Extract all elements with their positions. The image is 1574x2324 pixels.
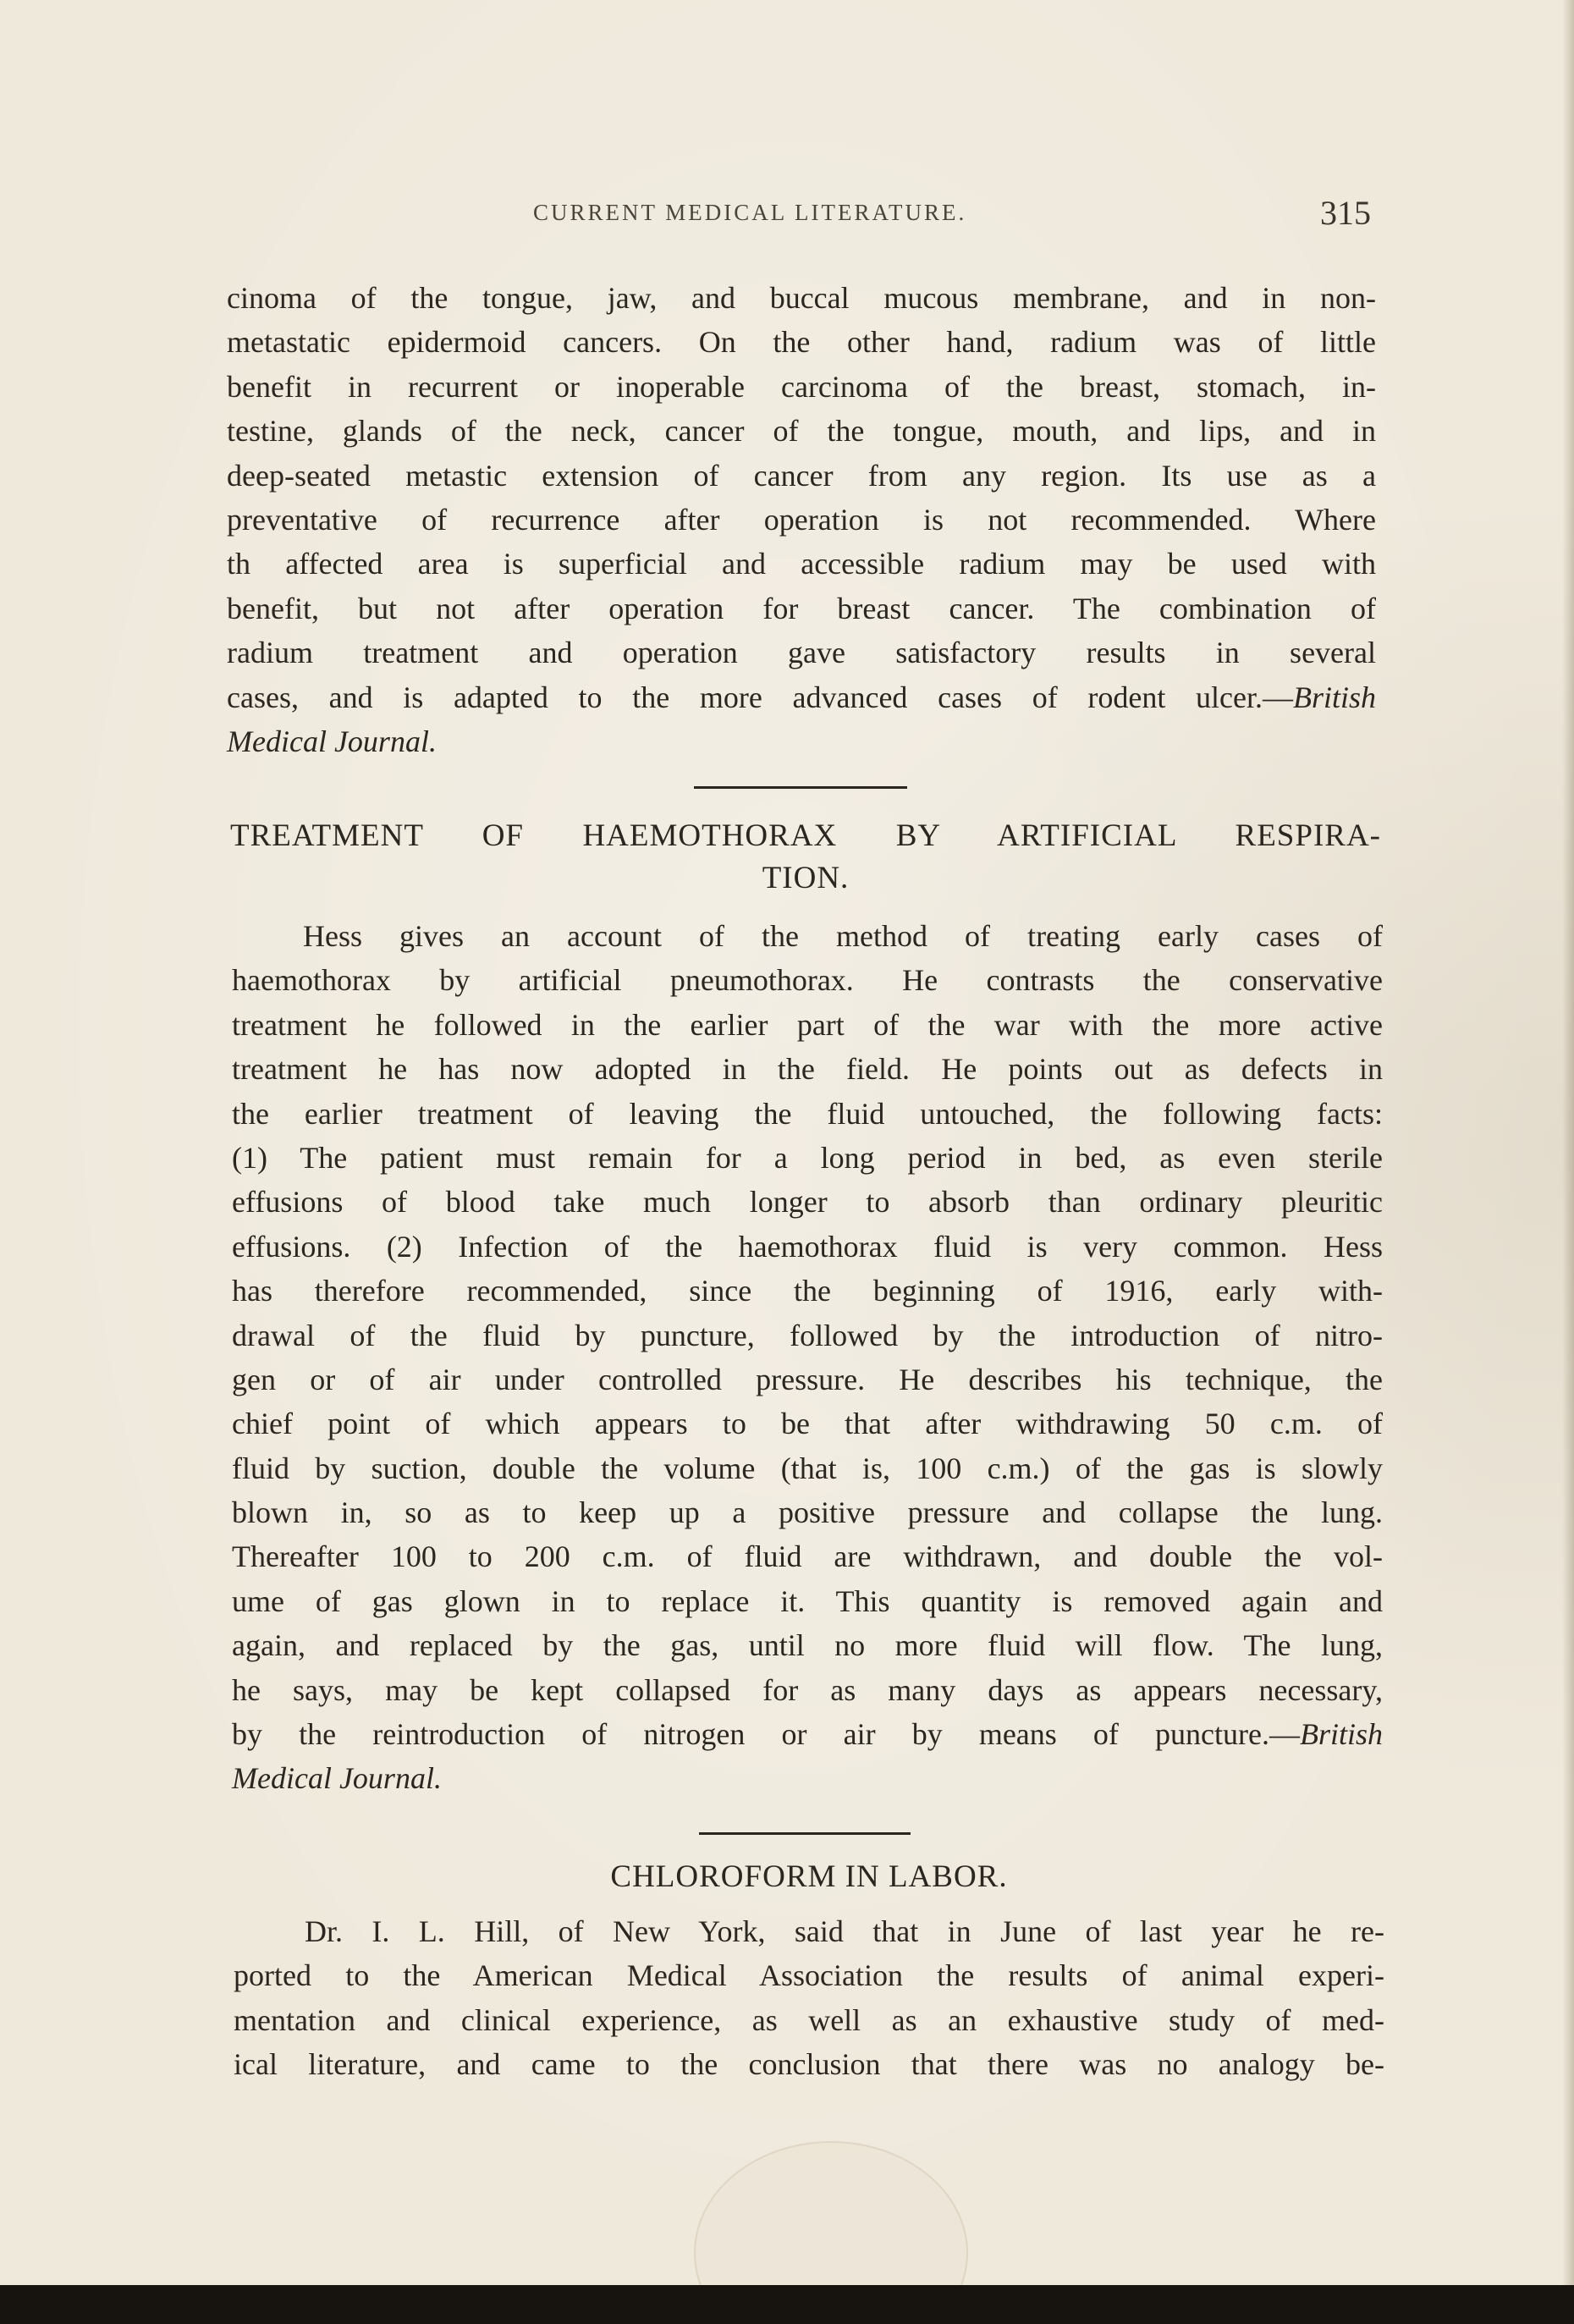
paragraph-first-line: Dr. I. L. Hill, of New York, said that in June of last year he re-	[305, 1914, 1384, 1948]
section3-paragraph	[234, 1909, 1384, 2087]
paragraph-line: haemothorax by artificial pneumothorax. He contrasts the conservative	[232, 963, 1383, 998]
paragraph-line: benefit in recurrent or inoperable carcinoma of the breast, stomach, in-	[227, 369, 1376, 404]
paragraph-line: ical literature, and came to the conclusion that there was no analogy be-	[234, 2047, 1384, 2082]
citation-line: Medical Journal.	[227, 724, 437, 758]
paragraph-line: (1) The patient must remain for a long period in bed, as even sterile	[232, 1140, 1383, 1175]
paragraph-line: benefit, but not after operation for breast cancer. The combination of	[227, 591, 1376, 625]
paragraph-text: by the reintroduction of nitrogen or air by means of puncture.—	[232, 1717, 1300, 1752]
paragraph-line: gen or of air under controlled pressure. He describes his technique, the	[232, 1362, 1383, 1396]
paragraph-line	[232, 1712, 1383, 1756]
citation-italic: British	[1292, 680, 1376, 714]
paragraph-line: treatment he followed in the earlier part of the war with the more active	[232, 1007, 1383, 1042]
page-number: 315	[1320, 194, 1371, 232]
paragraph-line: fluid by suction, double the volume (that is, 100 c.m.) of the gas is slowly	[232, 1451, 1383, 1485]
paragraph-line: has therefore recommended, since the beginning of 1916, early with-	[232, 1274, 1383, 1308]
section2-title-line1: TREATMENT OF HAEMOTHORAX BY ARTIFICIAL RESPIRA-	[230, 818, 1381, 853]
paragraph-line: treatment he has now adopted in the field. He points out as defects in	[232, 1052, 1383, 1087]
paragraph-line: drawal of the fluid by puncture, followed by the introduction of nitro-	[232, 1318, 1383, 1352]
paragraph-line: chief point of which appears to be that after withdrawing 50 c.m. of	[232, 1407, 1383, 1441]
paragraph-line	[227, 675, 1376, 719]
paragraph-line: metastatic epidermoid cancers. On the other hand, radium was of little	[227, 325, 1376, 360]
citation-italic: British	[1299, 1717, 1383, 1752]
running-head: CURRENT MEDICAL LITERATURE.	[533, 200, 967, 225]
citation-line: Medical Journal.	[232, 1761, 442, 1796]
paragraph-line: again, and replaced by the gas, until no more fluid will flow. The lung,	[232, 1628, 1383, 1663]
paragraph-line: radium treatment and operation gave satisfactory results in several	[227, 636, 1376, 670]
section3-title: CHLOROFORM IN LABOR.	[610, 1859, 1008, 1894]
paragraph-line: effusions of blood take much longer to absorb than ordinary pleuritic	[232, 1185, 1383, 1220]
paragraph-line: preventative of recurrence after operation is not recommended. Where	[227, 502, 1376, 537]
section-divider	[694, 786, 907, 789]
section2-paragraph	[232, 914, 1383, 1801]
paragraph-line: deep-seated metastic extension of cancer from any region. Its use as a	[227, 458, 1376, 493]
paragraph-line: testine, glands of the neck, cancer of the tongue, mouth, and lips, and in	[227, 414, 1376, 449]
paragraph-line: mentation and clinical experience, as well as an exhaustive study of med-	[234, 2002, 1384, 2037]
section1-paragraph	[227, 276, 1376, 763]
page-edge-shadow	[1562, 0, 1574, 2285]
paragraph-line: effusions. (2) Infection of the haemothorax fluid is very common. Hess	[232, 1229, 1383, 1264]
paragraph-line: cinoma of the tongue, jaw, and buccal mucous membrane, and in non-	[227, 281, 1376, 315]
page-stain	[694, 2141, 968, 2285]
paragraph-line: the earlier treatment of leaving the fluid untouched, the following facts:	[232, 1096, 1383, 1131]
scan-background-strip	[0, 2285, 1574, 2324]
paragraph-text: cases, and is adapted to the more advanced cases of rodent ulcer.—	[227, 680, 1293, 714]
paragraph-line: blown in, so as to keep up a positive pressure and collapse the lung.	[232, 1495, 1383, 1530]
paragraph-first-line: Hess gives an account of the method of treating early cases of	[303, 919, 1383, 953]
paragraph-line: th affected area is superficial and accessible radium may be used with	[227, 547, 1376, 581]
paragraph-line: ported to the American Medical Association the results of animal experi-	[234, 1958, 1384, 1993]
section2-title-line2: TION.	[762, 861, 850, 895]
paragraph-line: ume of gas glown in to replace it. This quantity is removed again and	[232, 1583, 1383, 1618]
paragraph-line: Thereafter 100 to 200 c.m. of fluid are withdrawn, and double the vol-	[232, 1539, 1383, 1574]
paragraph-line: he says, may be kept collapsed for as many days as appears necessary,	[232, 1672, 1383, 1707]
section-divider	[699, 1832, 911, 1835]
